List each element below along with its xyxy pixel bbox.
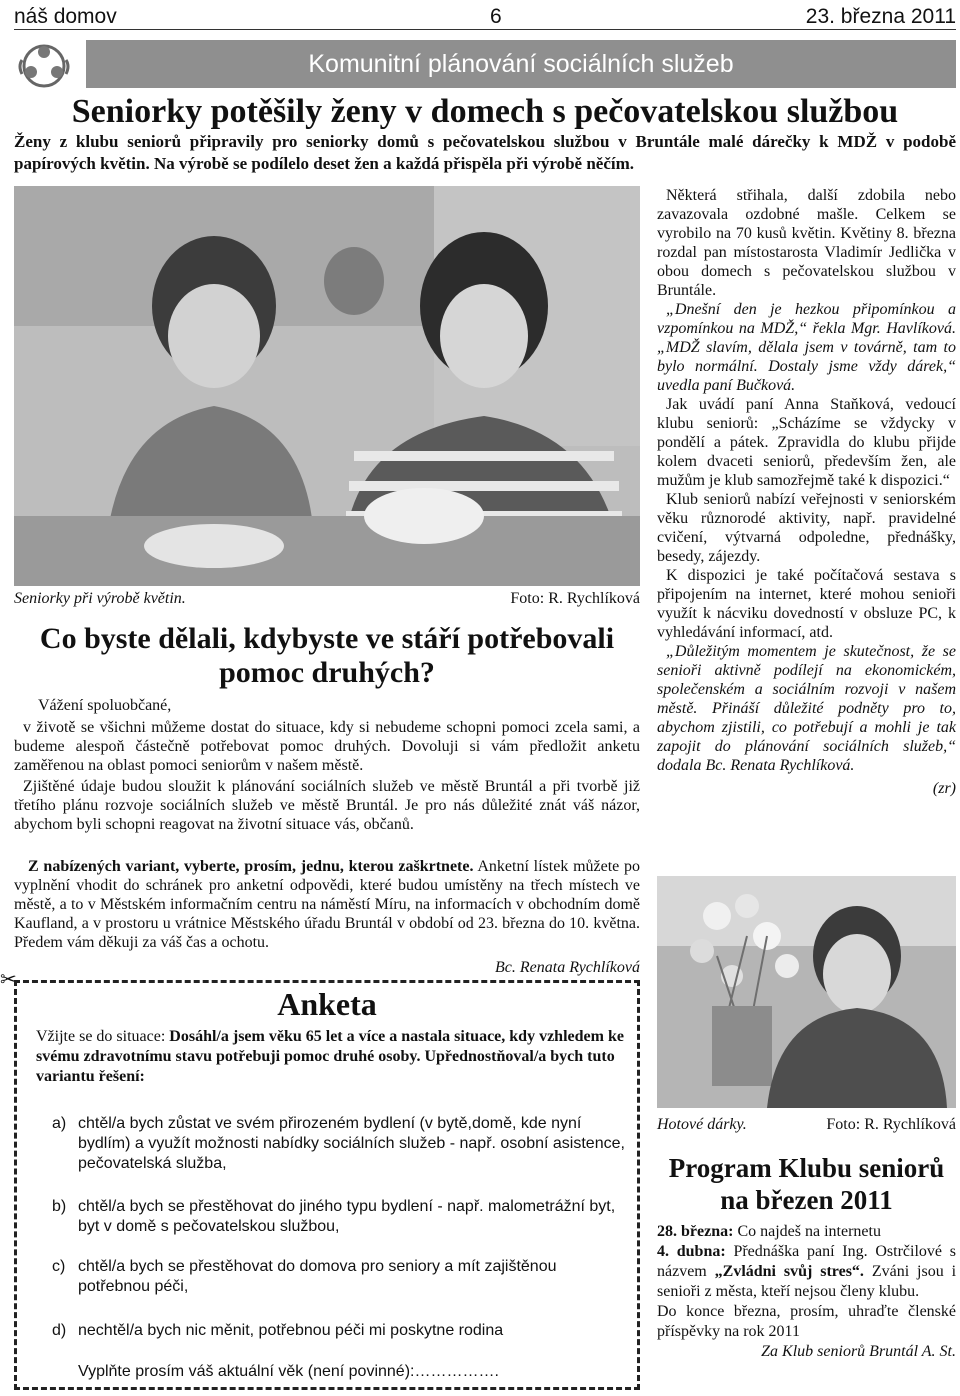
right-column-text (657, 186, 956, 798)
section-band: Komunitní plánování sociálních služeb (86, 40, 956, 88)
anketa-title: Anketa (277, 986, 377, 1022)
right-paragraph: Některá střihala, další zdobila nebo zavazovala ozdobné mašle. Celkem se vyrobilo na 70 kusů květin. Květiny 8. března rozdal pan místostarosta Vladimír Jedlička v obou domech s pečovatelskou službou v Bruntále. (657, 187, 956, 299)
photo-caption: Seniorky při výrobě květin. (14, 590, 186, 607)
anketa-option-a[interactable]: a) chtěl/a bych zůstat ve svém přirozeném bydlení (v bytě,domě, kde nyní bydlím) a využít možnosti nabídky sociálních služeb - např. osobní asistence, pečovatelská služba, (52, 1115, 625, 1172)
survey-article-title: Co byste dělali, kdybyste ve stáří potřebovali pomoc druhých? (39, 622, 615, 689)
scissors-icon: ✂ (0, 969, 17, 991)
anketa-intro: Vžijte se do situace: Dosáhl/a jsem věku 65 let a více a nastala situace, kdy vzhledem ke svému zdravotnímu stavu potřebuji pomoc druhé osoby. Upřednostňoval/a bych tuto variantu řešení: (36, 1028, 624, 1085)
article-headline: Seniorky potěšily ženy v domech s pečovatelskou službou (71, 93, 899, 130)
photo-credit: Foto: R. Rychlíková (510, 590, 640, 607)
photo2-caption: Hotové dárky. (657, 1116, 747, 1133)
age-field[interactable]: Vyplňte prosím váš aktuální věk (není povinné):……………. (78, 1363, 499, 1380)
article-lead: Ženy z klubu seniorů připravily pro seniorky domů s pečovatelskou službou v Bruntále malé dárečky k MDŽ v podobě papírových květin. Na výrobě se podílelo deset žen a každá přispěla při výrobě něčím. (14, 132, 956, 173)
issue-date: 23. března 2011 (805, 5, 956, 28)
right-paragraph: „Dnešní den je hezkou připomínkou a vzpomínkou na MDŽ,“ řekla Mgr. Havlíková. „MDŽ slavím, dělala jsem v továrně, tam to bylo normální. Dostaly jsme vždy dárek,“ uvedla paní Bučková. (657, 301, 956, 394)
anketa-option-c[interactable]: c) chtěl/a bych se přestěhovat do domova pro seniory a mít zajištěnou potřebnou péči, (52, 1258, 557, 1295)
right-paragraph: K dispozici je také počítačová sestava s připojením na internet, které mohou senioři využít k nácviku dovedností v obsluze PC, k vyhledávání informací, atd. (657, 567, 956, 641)
program-text: 28. března: Co najdeš na internetu 4. dubna: Přednáška paní Ing. Ostrčilové s názvem „Zvládni svůj stres“. Zváni jsou i senioři z města, kteří nejsou členy klubu. Do konce března, prosím, uhraďte členské příspěvky na rok 2011 Za Klub seniorů Bruntál A. St. (657, 1223, 957, 1360)
women-crafting-photo (14, 186, 640, 586)
right-paragraph: Klub seniorů nabízí veřejnosti v seniorském věku různorodé aktivity, např. pravidelné cvičení, výtvarná odpoledne, přednášky, besedy, zájezdy. (657, 491, 956, 565)
survey-paragraph-1: v životě se všichni můžeme dostat do situace, kdy si nebudeme schopni pomoci zcela sami, a budeme alespoň částečně potřebovat pomoc druhých. Dovoluji si vám předložit anketu zaměřenou na oblast pomoci seniorům v našem městě. (14, 719, 640, 774)
article-signature: (zr) (932, 780, 956, 797)
senior-with-flowers-photo (657, 876, 956, 1108)
community-logo-icon (14, 40, 74, 92)
page-header (14, 4, 956, 30)
right-paragraph: „Důležitým momentem je skutečnost, že se senioři aktivně podílejí na ekonomickém, společenském a sociálním rozvoji v našem městě. Přináší důležité podněty pro to, abychom zjistili, co potřebují a mohli je tak zapojit do plánování sociálních služeb,“ dodala Bc. Renata Rychlíková. (657, 643, 956, 774)
survey-paragraph-2: Zjištěné údaje budou sloužit k plánování sociálních služeb ve městě Bruntál a při tvorbě již třetího plánu rozvoje sociálních služeb ve městě Bruntál. Je pro nás důležité znát váš názor, abychom byli schopni reagovat na životní situace vás, občanů. (14, 778, 640, 833)
anketa-option-d[interactable]: d) nechtěl/a bych nic měnit, potřebnou péči mi poskytne rodina (52, 1322, 504, 1339)
survey-author: Bc. Renata Rychlíková (495, 959, 640, 976)
magazine-name: náš domov (14, 5, 117, 28)
survey-paragraph-3: Z nabízených variant, vyberte, prosím, jednu, kterou zaškrtnete. Anketní lístek můžete po vyplnění vhodit do schránek pro anketní odpovědi, které budou umístěny na třech místech ve městě, a to v Městském informačním centru na náměstí Míru, na informacích v obchodním domě Kaufland, a v prostoru u vrátnice Městského úřadu Bruntál v období od 23. března do 10. května. Předem vám děkuji za váš čas a ochotu. (14, 858, 641, 951)
page-number: 6 (490, 5, 502, 28)
right-paragraph: Jak uvádí paní Anna Staňková, vedoucí klubu seniorů: „Scházíme se vždycky v pondělí a pátek. Zpravidla do klubu přijde kolem dvaceti seniorů, především žen, ale mužům je klub samozřejmě také k dispozici.“ (657, 396, 956, 489)
salutation: Vážení spoluobčané, (38, 697, 172, 714)
program-title: Program Klubu seniorů na březen 2011 (668, 1153, 945, 1215)
photo2-credit: Foto: R. Rychlíková (826, 1116, 956, 1133)
anketa-option-b[interactable]: b) chtěl/a bych se přestěhovat do jiného typu bydlení - např. malometrážní byt, byt v domě s pečovatelskou službou, (52, 1198, 616, 1235)
